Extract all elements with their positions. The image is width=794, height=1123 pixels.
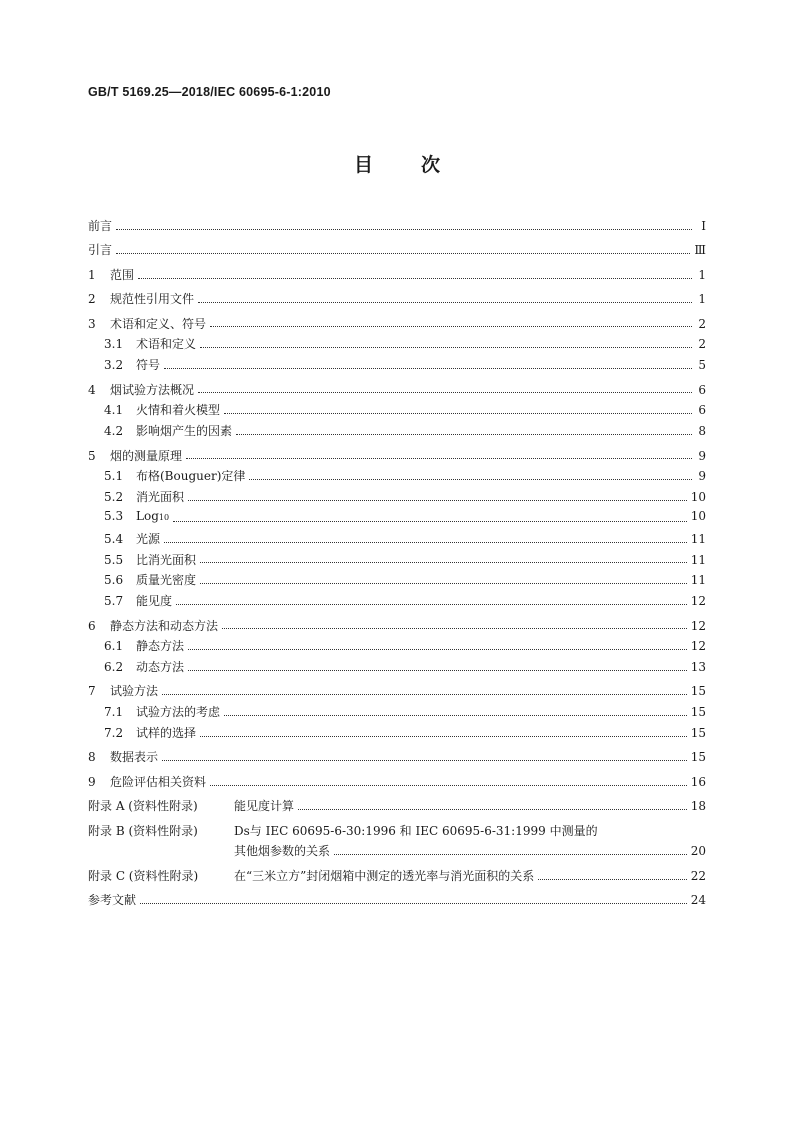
toc-page-number: 15 (690, 684, 706, 699)
toc-entry-label: 能见度 (136, 594, 173, 609)
toc-entry-label: 布格(Bouguer)定律 (136, 469, 246, 484)
toc-page-number: 15 (690, 705, 706, 720)
toc-page-number: 2 (698, 337, 706, 352)
dot-leader (198, 392, 692, 393)
toc-entry-section-5-5[interactable] (88, 551, 706, 572)
toc-page-number: Ⅲ (694, 243, 706, 258)
toc-entry-label: 火情和着火模型 (136, 403, 221, 418)
toc-entry-label: 参考文献 (88, 893, 137, 908)
toc-page-number: 9 (698, 469, 706, 484)
dot-leader (298, 809, 687, 810)
toc-entry-label: 光源 (136, 531, 161, 546)
toc-page-number: 8 (698, 424, 706, 439)
toc-entry-annex-b-continued[interactable] (88, 842, 706, 863)
toc-entry-section-8[interactable] (88, 748, 706, 769)
toc-entry-section-4[interactable] (88, 381, 706, 402)
toc-entry-section-7-1[interactable] (88, 703, 706, 724)
toc-entry-label: 能见度计算 (234, 799, 295, 814)
toc-entry-annex-c[interactable] (88, 867, 706, 888)
toc-page-number: 16 (690, 774, 706, 789)
toc-entry-label: 比消光面积 (136, 552, 197, 567)
toc-page-number: 5 (698, 358, 706, 373)
dot-leader (222, 628, 687, 629)
toc-page-number: 15 (690, 750, 706, 765)
toc-entry-section-5[interactable] (88, 447, 706, 468)
dot-leader (140, 903, 687, 904)
toc-entry-label: 质量光密度 (136, 573, 197, 588)
annex-tag: 附录 C (资料性附录) (88, 868, 199, 883)
toc-title-char-1: 目 (353, 154, 373, 176)
toc-entry-section-4-1[interactable] (88, 401, 706, 422)
toc-page-number: 6 (698, 403, 706, 418)
toc-page-number: 13 (690, 660, 706, 675)
toc-entry-label: 影响烟产生的因素 (136, 424, 233, 439)
toc-entry-label: 前言 (88, 219, 113, 233)
toc-section-number: 5.3 (104, 508, 124, 523)
toc-page-number: 1 (698, 292, 706, 307)
toc-section-number: 8 (88, 750, 96, 765)
toc-entry-label: 危险评估相关资料 (110, 774, 207, 789)
dot-leader (116, 229, 692, 230)
toc-section-number: 4.2 (104, 424, 124, 439)
toc-page-number: 1 (698, 267, 706, 282)
toc-entry-section-5-2[interactable] (88, 488, 706, 509)
dot-leader (210, 785, 687, 786)
dot-leader (186, 458, 692, 459)
log-text: Log (136, 508, 159, 523)
toc-entry-label-line-2: 其他烟参数的关系 (234, 844, 331, 859)
toc-entry-label-line-1: Ds与 IEC 60695-6-30:1996 和 IEC 60695-6-31:1999 中测量的 (234, 823, 598, 838)
toc-entry-label: 试样的选择 (136, 726, 197, 741)
dot-leader (188, 500, 687, 501)
table-of-contents (88, 217, 706, 912)
toc-section-number: 3.1 (104, 337, 124, 352)
toc-section-number: 1 (88, 267, 96, 282)
toc-section-number: 7 (88, 684, 96, 699)
toc-section-number: 5.5 (104, 552, 124, 567)
toc-page-number: 12 (690, 594, 706, 609)
toc-page-number: 15 (690, 726, 706, 741)
dot-leader (164, 368, 692, 369)
dot-leader (164, 542, 687, 543)
standard-code: GB/T 5169.25—2018/IEC 60695-6-1:2010 (88, 85, 331, 99)
toc-entry-section-5-7[interactable] (88, 592, 706, 613)
toc-page-number: 12 (690, 639, 706, 654)
toc-entry-label: 试验方法 (110, 684, 159, 699)
toc-entry-preface[interactable] (88, 217, 706, 238)
dot-leader (224, 715, 687, 716)
toc-entry-label: 消光面积 (136, 490, 185, 505)
toc-entry-introduction[interactable] (88, 241, 706, 262)
toc-entry-label: 数据表示 (110, 750, 159, 765)
dot-leader (162, 694, 687, 695)
dot-leader (188, 670, 687, 671)
toc-page-number: 10 (690, 490, 706, 505)
toc-entry-label: 静态方法 (136, 639, 185, 654)
toc-section-number: 6 (88, 618, 96, 633)
dot-leader (198, 302, 692, 303)
dot-leader (116, 253, 690, 254)
toc-section-number: 4 (88, 382, 96, 397)
toc-entry-annex-b[interactable] (88, 822, 706, 843)
dot-leader (173, 521, 687, 522)
toc-entry-label: 符号 (136, 358, 161, 373)
toc-section-number: 2 (88, 292, 96, 307)
toc-entry-label: 术语和定义、符号 (110, 316, 207, 331)
toc-section-number: 5.6 (104, 573, 124, 588)
dot-leader (200, 736, 687, 737)
toc-entry-section-6-2[interactable] (88, 658, 706, 679)
toc-entry-section-7[interactable] (88, 682, 706, 703)
toc-section-number: 5.1 (104, 469, 124, 484)
toc-entry-label: 烟的测量原理 (110, 448, 183, 463)
toc-section-number: 5.4 (104, 531, 124, 546)
toc-section-number: 5 (88, 448, 96, 463)
toc-entry-label: 范围 (110, 267, 135, 282)
toc-entry-label: 规范性引用文件 (110, 292, 195, 307)
toc-title (0, 150, 794, 177)
toc-entry-section-9[interactable] (88, 773, 706, 794)
toc-entry-label: 烟试验方法概况 (110, 382, 195, 397)
toc-section-number: 5.2 (104, 490, 124, 505)
toc-entry-section-1[interactable] (88, 266, 706, 287)
toc-section-number: 3 (88, 316, 96, 331)
toc-entry-label: 引言 (88, 243, 113, 258)
toc-entry-section-5-3[interactable] (88, 509, 706, 530)
toc-section-number: 6.1 (104, 639, 124, 654)
toc-entry-label: 动态方法 (136, 660, 185, 675)
dot-leader (162, 760, 687, 761)
toc-section-number: 3.2 (104, 358, 124, 373)
dot-leader (188, 649, 687, 650)
toc-page-number: 11 (690, 573, 706, 588)
dot-leader (176, 604, 687, 605)
toc-page-number: 18 (690, 799, 706, 814)
toc-entry-label: 在“三米立方”封闭烟箱中测定的透光率与消光面积的关系 (234, 868, 535, 883)
dot-leader (224, 413, 692, 414)
toc-page-number: 2 (698, 316, 706, 331)
dot-leader (538, 879, 686, 880)
toc-page-number: Ⅰ (701, 219, 706, 233)
toc-entry-section-3-1[interactable] (88, 335, 706, 356)
toc-section-number: 9 (88, 774, 96, 789)
toc-page-number: 11 (690, 552, 706, 567)
toc-entry-section-4-2[interactable] (88, 422, 706, 443)
toc-title-char-2: 次 (421, 154, 441, 176)
toc-entry-label: 静态方法和动态方法 (110, 618, 219, 633)
toc-page-number: 12 (690, 618, 706, 633)
dot-leader (334, 854, 687, 855)
dot-leader (138, 278, 692, 279)
toc-section-number: 5.7 (104, 594, 124, 609)
toc-page-number: 20 (690, 844, 706, 859)
dot-leader (200, 562, 687, 563)
dot-leader (249, 479, 692, 480)
toc-entry-label: 术语和定义 (136, 337, 197, 352)
annex-tag: 附录 B (资料性附录) (88, 823, 198, 838)
dot-leader (236, 434, 692, 435)
toc-entry-label (136, 509, 169, 523)
annex-tag: 附录 A (资料性附录) (88, 799, 198, 814)
toc-section-number: 6.2 (104, 660, 124, 675)
toc-entry-references[interactable] (88, 891, 706, 912)
toc-page-number: 6 (698, 382, 706, 397)
toc-page-number: 22 (690, 868, 706, 883)
toc-entry-section-6[interactable] (88, 617, 706, 638)
toc-entry-section-3-2[interactable] (88, 356, 706, 377)
toc-page-number: 9 (698, 448, 706, 463)
dot-leader (200, 347, 692, 348)
toc-page-number: 10 (690, 508, 706, 523)
toc-entry-section-3[interactable] (88, 315, 706, 336)
toc-entry-section-5-6[interactable] (88, 571, 706, 592)
toc-entry-annex-a[interactable] (88, 797, 706, 818)
toc-entry-section-2[interactable] (88, 290, 706, 311)
log-base-subscript: 10 (158, 512, 170, 522)
toc-entry-section-6-1[interactable] (88, 637, 706, 658)
toc-section-number: 7.1 (104, 705, 124, 720)
toc-page-number: 11 (690, 531, 706, 546)
toc-entry-section-5-1[interactable] (88, 467, 706, 488)
toc-section-number: 7.2 (104, 726, 124, 741)
dot-leader (210, 326, 692, 327)
toc-entry-section-7-2[interactable] (88, 724, 706, 745)
dot-leader (200, 583, 687, 584)
toc-entry-label: 试验方法的考虑 (136, 705, 221, 720)
toc-entry-section-5-4[interactable] (88, 530, 706, 551)
toc-page-number: 24 (690, 893, 706, 908)
toc-section-number: 4.1 (104, 403, 124, 418)
